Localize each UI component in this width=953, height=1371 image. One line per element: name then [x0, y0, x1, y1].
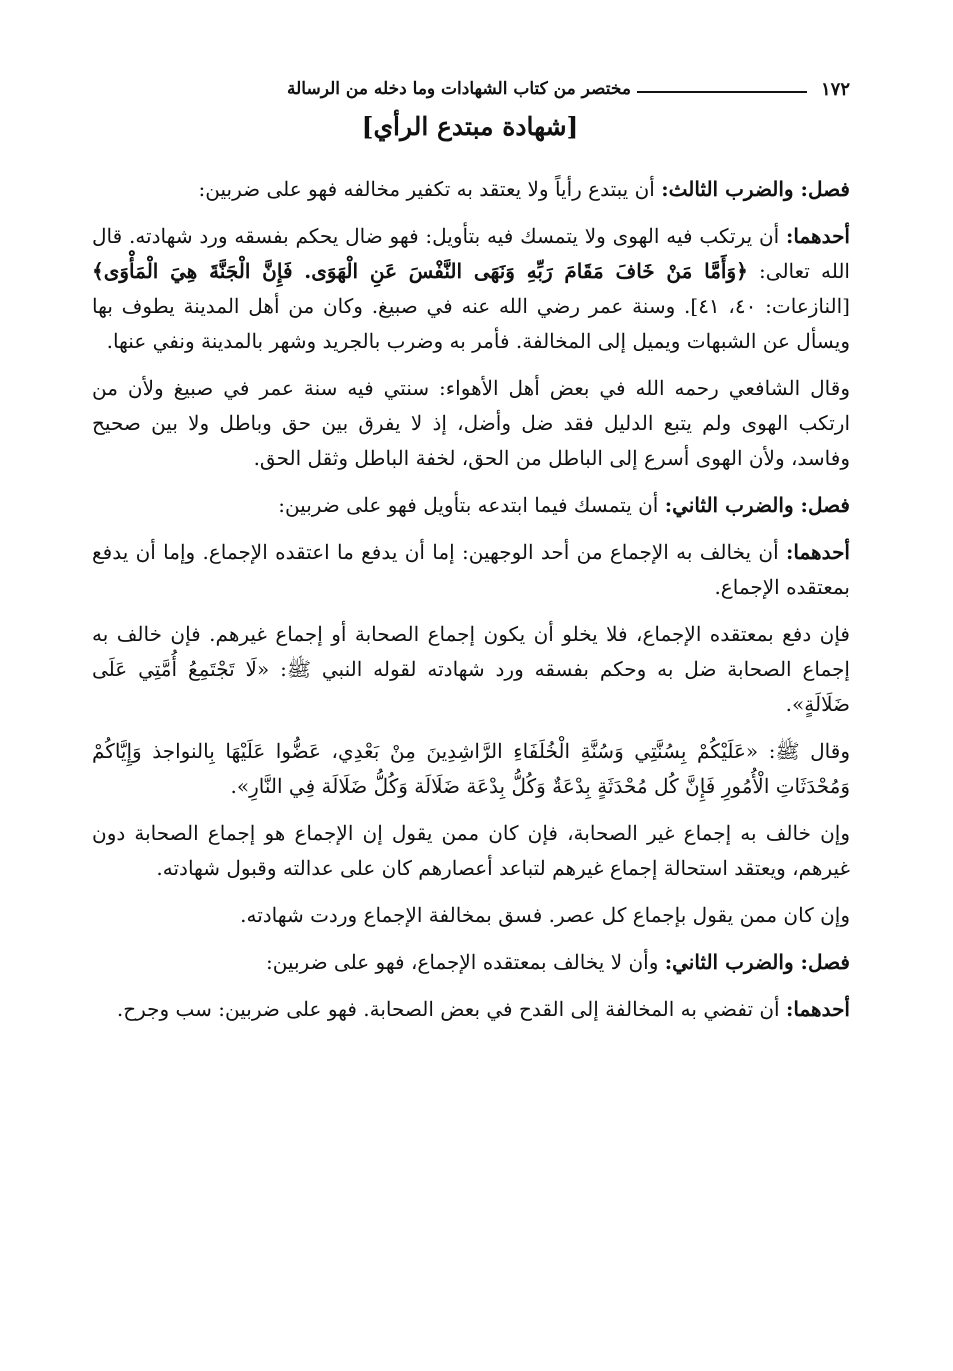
paragraph-label: فصل: والضرب الثاني:: [664, 493, 850, 517]
running-title: مختصر من كتاب الشهادات وما دخله من الرسالة: [287, 79, 631, 99]
paragraph: [92, 219, 850, 359]
paragraph-label: فصل: والضرب الثاني:: [664, 950, 850, 974]
paragraph-text: أن يرتكب فيه الهوى ولا يتمسك فيه بتأويل: فهو ضال يحكم بفسقه ورد شهادته. قال الله تعالى:: [92, 224, 850, 283]
paragraph-text: أن تفضي به المخالفة إلى القدح في بعض الصحابة. فهو على ضربين: سب وجرح.: [116, 997, 786, 1021]
paragraph-text: فإن دفع بمعتقده الإجماع، فلا يخلو أن يكون إجماع الصحابة أو إجماع غيرهم. فإن خالف به إجماع الصحابة ضل به وحكم بفسقه ورد شهادته لقوله النبي ﷺ: «لَا تَجْتَمِعُ أُمَّتِي عَلَى ضَلَالَةٍ».: [92, 622, 850, 716]
page-number: ١٧٢: [820, 78, 850, 100]
paragraph: [92, 734, 850, 804]
section-title: [شهادة مبتدع الرأي]: [361, 112, 579, 141]
paragraph-label: فصل: والضرب الثالث:: [661, 177, 850, 201]
running-header: [90, 74, 850, 104]
paragraph: [92, 488, 850, 523]
body-text: [92, 172, 850, 1039]
paragraph-text: وإن كان ممن يقول بإجماع كل عصر. فسق بمخالفة الإجماع وردت شهادته.: [240, 903, 850, 927]
paragraph: [92, 617, 850, 722]
paragraph: [92, 945, 850, 980]
quran-verse: ﴿وَأَمَّا مَنْ خَافَ مَقَامَ رَبِّهِ وَنَهَى النَّفْسَ عَنِ الْهَوَى. فَإِنَّ الْجَنَّةَ هِيَ الْمَأْوَى﴾: [92, 259, 748, 283]
paragraph-text: [النازعات: ٤٠، ٤١]. وسنة عمر رضي الله عنه في صبيغ. وكان من أهل المدينة يطوف بها ويسأل عن الشبهات ويميل إلى المخالفة. فأمر به وضرب بالجريد وشهر بالمدينة ونفي عنها.: [92, 294, 850, 353]
header-rule: [637, 91, 807, 93]
paragraph-label: أحدهما:: [785, 540, 850, 564]
paragraph: [92, 172, 850, 207]
paragraph-text: أن يبتدع رأياً ولا يعتقد به تكفير مخالفه فهو على ضربين:: [198, 177, 662, 201]
paragraph-text: أن يتمسك فيما ابتدعه بتأويل فهو على ضربين:: [278, 493, 665, 517]
paragraph-label: أحدهما:: [785, 997, 850, 1021]
paragraph: [92, 992, 850, 1027]
paragraph: [92, 898, 850, 933]
paragraph-text: وإن خالف به إجماع غير الصحابة، فإن كان ممن يقول إن الإجماع هو إجماع الصحابة دون غيرهم، ويعتقد استحالة إجماع غيرهم لتباعد أعصارهم كان على عدالته وقبول شهادته.: [92, 821, 850, 880]
paragraph-label: أحدهما:: [785, 224, 850, 248]
paragraph-text: وقال الشافعي رحمه الله في بعض أهل الأهواء: سنتي فيه سنة عمر في صبيغ ولأن من ارتكب الهوى ولم يتبع الدليل فقد ضل وأضل، إذ لا يفرق بين حق وباطل ولا بين صحيح وفاسد، ولأن الهوى أسرع إلى الباطل من الحق، لخفة الباطل وثقل الحق.: [92, 376, 850, 470]
paragraph: [92, 371, 850, 476]
paragraph: [92, 535, 850, 605]
paragraph-text: وأن لا يخالف بمعتقده الإجماع، فهو على ضربين:: [265, 950, 665, 974]
hadith-paragraph: وقال ﷺ: «عَلَيْكُمْ بِسُنَّتِي وَسُنَّةِ الْخُلَفَاءِ الرَّاشِدِينَ مِنْ بَعْدِي، عَضُّوا عَلَيْهَا بِالنواجذ وَإِيَّاكُمْ وَمُحْدَثَاتِ الْأُمُورِ فَإِنَّ كُل مُحْدَثَةٍ بِدْعَةٌ وَكُلُّ بِدْعَة ضَلَالَة وَكُلُّ ضَلَالَة فِي النَّارِ».: [92, 739, 850, 798]
paragraph: [92, 816, 850, 886]
paragraph-text: أن يخالف به الإجماع من أحد الوجهين: إما أن يدفع ما اعتقده الإجماع. وإما أن يدفع بمعتقده الإجماع.: [92, 540, 850, 599]
